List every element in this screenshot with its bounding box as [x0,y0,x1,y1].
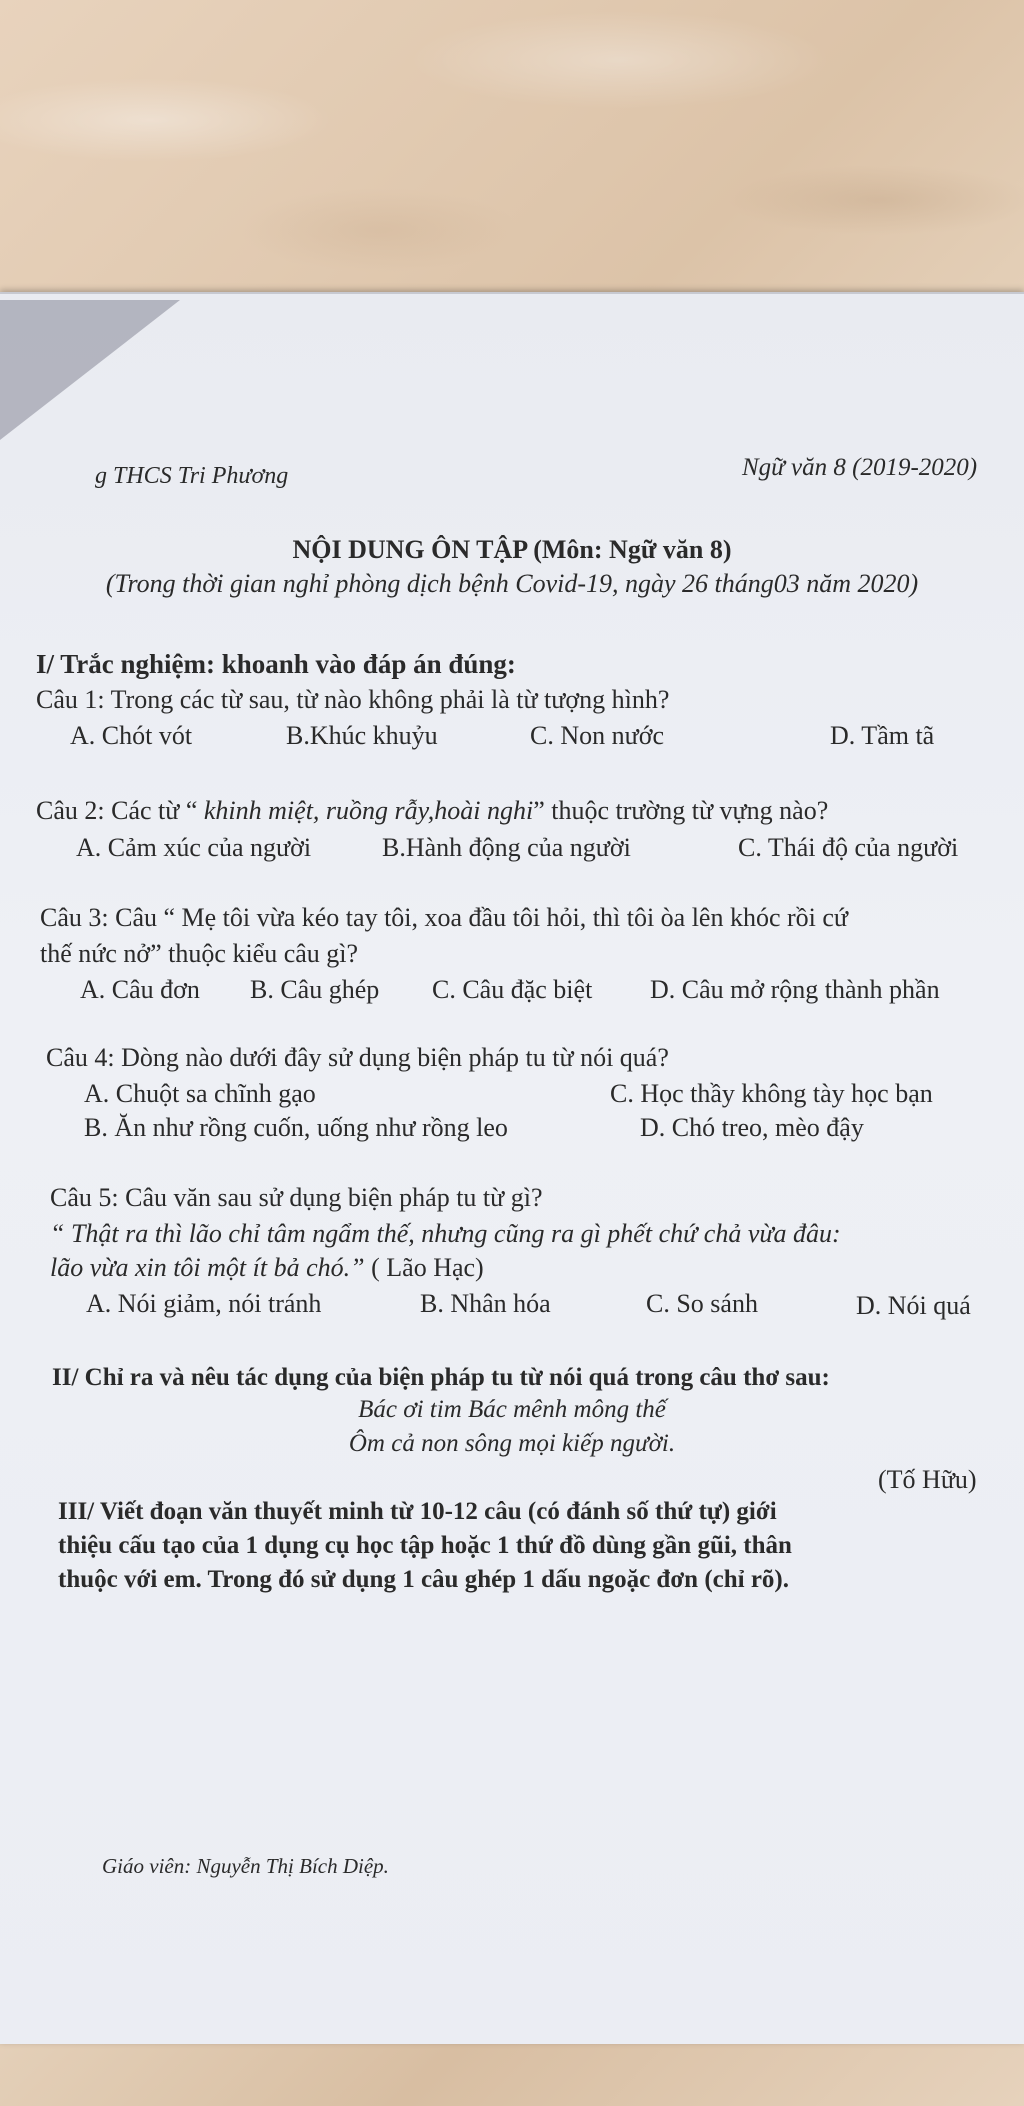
q5-text: Câu 5: Câu văn sau sử dụng biện pháp tu từ gì? [50,1183,543,1212]
q5-quote-line1: “ Thật ra thì lão chỉ tâm ngẩm thế, nhưng cũng ra gì phết chứ chả vừa đâu: [50,1219,841,1248]
q5-quote2: lão vừa xin tôi một ít bả chó.” [50,1253,365,1282]
q4-option-c: C. Học thầy không tày học bạn [610,1079,933,1108]
q1-option-c: C. Non nước [530,721,664,750]
q3-line1: Câu 3: Câu “ Mẹ tôi vừa kéo tay tôi, xoa đầu tôi hỏi, thì tôi òa lên khóc rồi cứ [40,903,849,932]
q2-quote: khinh miệt, ruồng rẫy,hoài nghi [203,796,534,825]
q5-option-c: C. So sánh [646,1289,758,1318]
q5-option-b: B. Nhân hóa [420,1289,551,1318]
q2-option-c: C. Thái độ của người [738,833,959,862]
q5-source: ( Lão Hạc) [364,1253,484,1282]
subject-year: Ngữ văn 8 (2019-2020) [742,454,978,481]
paper-shadow [0,300,180,440]
school-name: g THCS Tri Phương [95,463,289,489]
verse-line2: Ôm cả non sông mọi kiếp người. [348,1430,676,1457]
q4-text: Câu 4: Dòng nào dưới đây sử dụng biện pháp tu từ nói quá? [46,1043,669,1072]
q5-option-d: D. Nói quá [856,1291,971,1320]
verse-line1: Bác ơi tim Bác mênh mông thế [358,1396,666,1423]
section1-heading: I/ Trắc nghiệm: khoanh vào đáp án đúng: [36,649,516,679]
marble-background [0,0,1024,300]
q1-option-b: B.Khúc khuỷu [286,721,438,750]
q3-option-a: A. Câu đơn [80,975,200,1004]
q4-option-a: A. Chuột sa chĩnh gạo [84,1079,316,1108]
q1-option-d: D. Tầm tã [830,721,935,750]
q2-prefix: Câu 2: Các từ “ [36,796,204,825]
q2-text [36,795,828,827]
q1-text: Câu 1: Trong các từ sau, từ nào không phải là từ tượng hình? [36,685,670,714]
q5-option-a: A. Nói giảm, nói tránh [86,1289,322,1318]
section2-heading: II/ Chỉ ra và nêu tác dụng của biện pháp tu từ nói quá trong câu thơ sau: [52,1364,830,1391]
q3-line2: thế nức nở” thuộc kiểu câu gì? [40,939,359,968]
q4-option-d: D. Chó treo, mèo đậy [640,1113,864,1142]
page-subtitle: (Trong thời gian nghỉ phòng dịch bệnh Covid-19, ngày 26 tháng03 năm 2020) [105,569,919,598]
q3-option-c: C. Câu đặc biệt [432,975,593,1004]
section3-line2: thiệu cấu tạo của 1 dụng cụ học tập hoặc 1 thứ đồ dùng gần gũi, thân [58,1532,792,1559]
q1-option-a: A. Chót vót [70,721,193,750]
q4-option-b: B. Ăn như rồng cuốn, uống như rồng leo [84,1113,508,1142]
section3-line1: III/ Viết đoạn văn thuyết minh từ 10-12 câu (có đánh số thứ tự) giới [58,1498,777,1525]
q2-option-a: A. Cảm xúc của người [76,833,312,862]
q5-quote-line2 [50,1252,484,1284]
q3-option-b: B. Câu ghép [250,975,380,1004]
verse-author: (Tố Hữu) [878,1465,977,1494]
page-title: NỘI DUNG ÔN TẬP (Môn: Ngữ văn 8) [292,535,732,564]
teacher-signature: Giáo viên: Nguyễn Thị Bích Diệp. [102,1854,389,1878]
section3-line3: thuộc với em. Trong đó sử dụng 1 câu ghép 1 dấu ngoặc đơn (chỉ rõ). [58,1566,790,1593]
q2-suffix: ” thuộc trường từ vựng nào? [533,796,829,825]
q3-option-d: D. Câu mở rộng thành phần [650,975,940,1004]
q2-option-b: B.Hành động của người [382,833,631,862]
